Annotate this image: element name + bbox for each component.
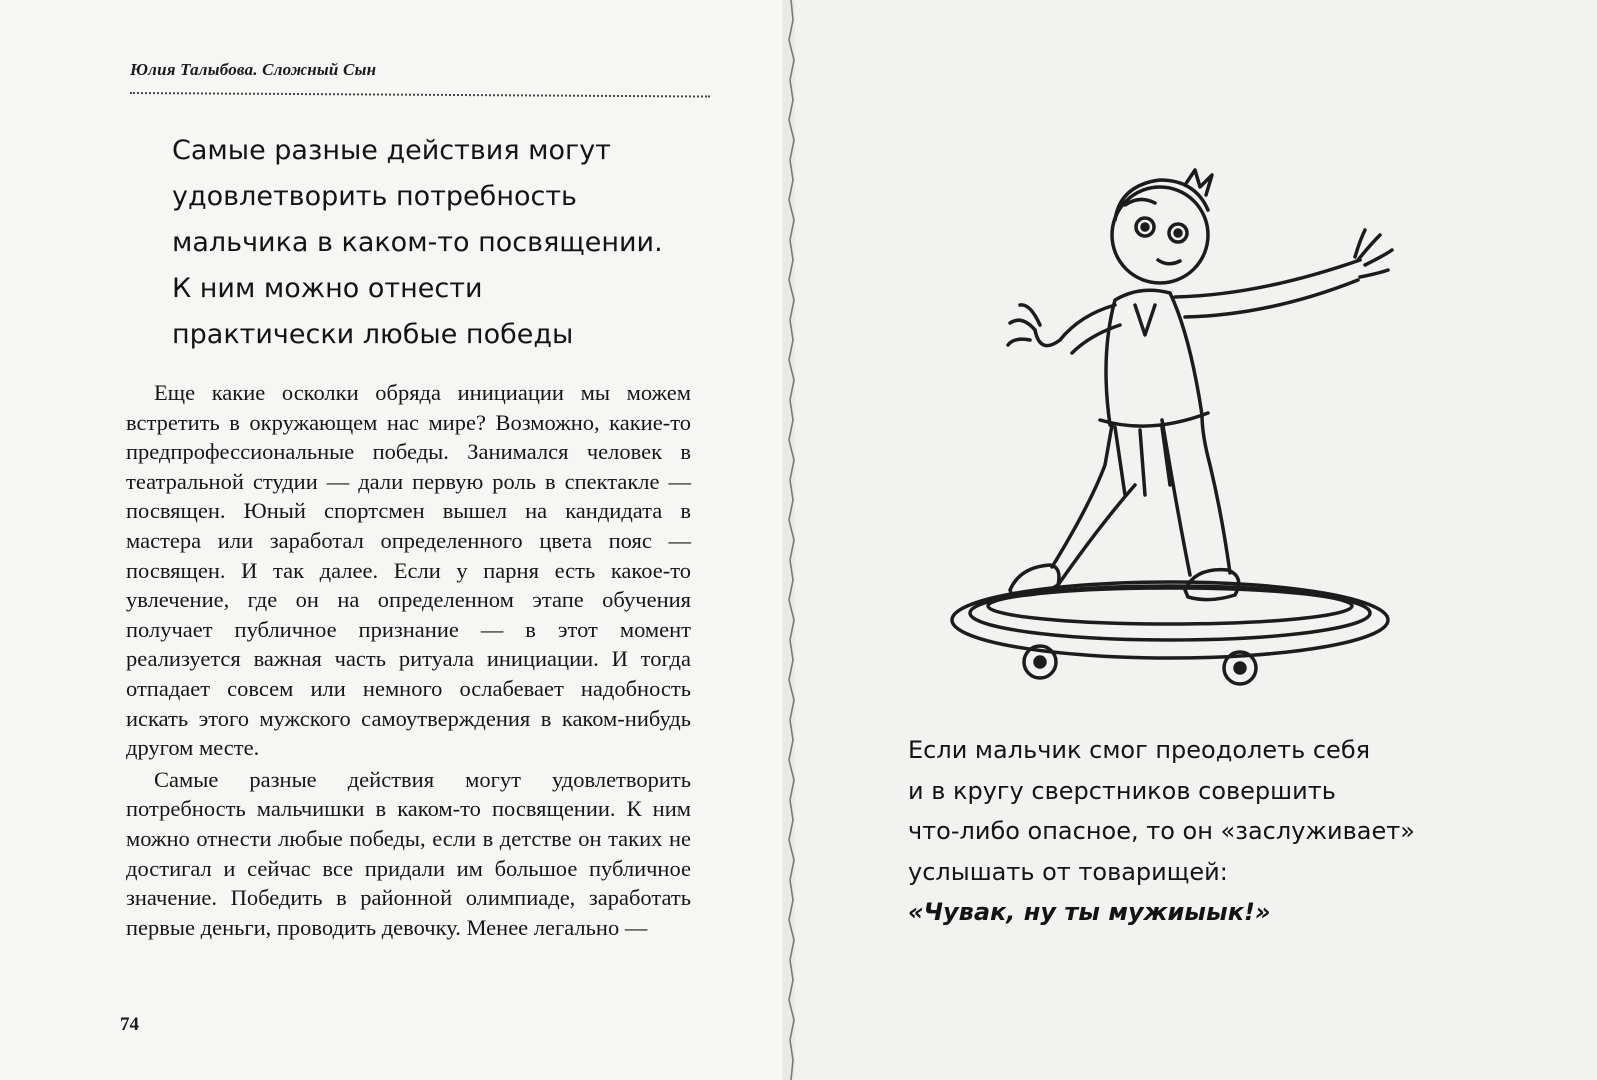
- pull-quote-line: удовлетворить потребность: [172, 181, 577, 212]
- caption-line: что-либо опасное, то он «заслуживает»: [908, 817, 1415, 845]
- pull-quote: [172, 128, 712, 358]
- boy-on-skateboard-icon: [940, 165, 1440, 695]
- caption-line: Если мальчик смог преодолеть себя: [908, 736, 1371, 764]
- pull-quote-line: мальчика в каком-то посвящении.: [172, 227, 663, 258]
- illustration-caption: [908, 730, 1428, 933]
- body-text: [126, 378, 691, 942]
- paragraph: Самые разные действия могут удовлетворить потребность мальчишки в каком-то посвящении. К ним можно отнести любые победы, если в детстве он таких не достигал и сейчас все придали им большое публичное значение. Победить в районной олимпиаде, заработать первые деньги, проводить девочку. Менее легально —: [126, 766, 691, 940]
- page-number: 74: [120, 1014, 139, 1035]
- caption-quote: «Чувак, ну ты мужиыык!»: [908, 898, 1271, 926]
- pull-quote-line: практически любые победы: [172, 319, 574, 350]
- paragraph: Еще какие осколки обряда инициации мы можем встретить в окружающем нас мире? Возможно, какие-то предпрофессиональные победы. Занимался человек в театральной студии — дали первую роль в спектакле — посвящен. Юный спортсмен вышел на кандидата в мастера или заработал определенного цвета пояс — посвящен. И так далее. Если у парня есть какое-то увлечение, где он на определенном этапе обучения получает публичное признание — в этот момент реализуется важная часть ритуала инициации. И тогда отпадает совсем или немного ослабевает надобность искать этого мужского самоутверждения в каком-нибудь другом месте.: [126, 380, 691, 761]
- caption-line: услышать от товарищей:: [908, 857, 1228, 886]
- running-header: Юлия Талыбова. Сложный Сын: [130, 60, 377, 79]
- pull-quote-line: К ним можно отнести: [172, 273, 483, 304]
- pull-quote-line: Самые разные действия могут: [172, 135, 611, 166]
- left-page: [0, 0, 790, 1080]
- header-dotted-rule: [130, 92, 710, 98]
- caption-line: и в кругу сверстников совершить: [908, 776, 1336, 805]
